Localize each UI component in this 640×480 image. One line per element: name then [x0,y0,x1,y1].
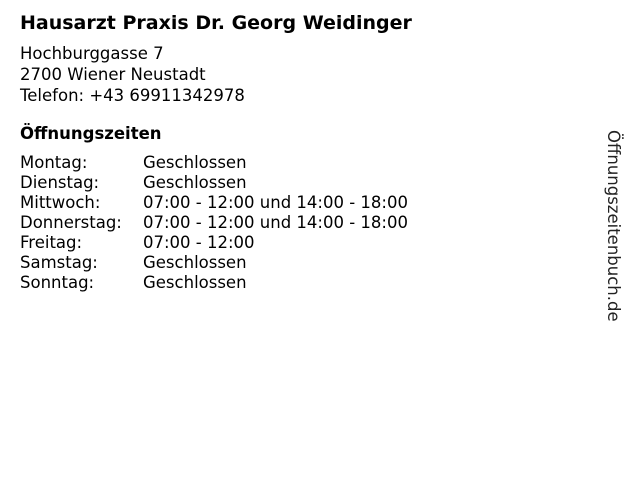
opening-hours-table [20,153,408,293]
day-label: Mittwoch: [20,193,101,212]
day-label: Montag: [20,153,88,172]
hours-value: Geschlossen [143,273,247,292]
hours-row-friday [20,233,408,253]
site-watermark [603,130,640,340]
hours-row-wednesday [20,193,408,213]
practice-title: Hausarzt Praxis Dr. Georg Weidinger [20,12,412,34]
hours-row-tuesday [20,173,408,193]
hours-value: 07:00 - 12:00 [143,233,255,252]
hours-row-monday [20,153,408,173]
hours-value: Geschlossen [143,153,247,172]
hours-value: 07:00 - 12:00 und 14:00 - 18:00 [143,213,408,232]
address-block [20,43,245,106]
hours-value: Geschlossen [143,253,247,272]
hours-value: 07:00 - 12:00 und 14:00 - 18:00 [143,193,408,212]
day-label: Freitag: [20,233,83,252]
hours-row-sunday [20,273,408,293]
day-label: Sonntag: [20,273,95,292]
day-label: Donnerstag: [20,213,122,232]
hours-value: Geschlossen [143,173,247,192]
hours-row-thursday [20,213,408,233]
street-address: Hochburggasse 7 [20,44,164,63]
city-address: 2700 Wiener Neustadt [20,65,206,84]
opening-hours-heading: Öffnungszeiten [20,124,162,143]
day-label: Dienstag: [20,173,100,192]
phone-number: Telefon: +43 69911342978 [20,86,245,105]
watermark-text: Öffnungszeitenbuch.de [604,130,623,322]
hours-row-saturday [20,253,408,273]
day-label: Samstag: [20,253,98,272]
